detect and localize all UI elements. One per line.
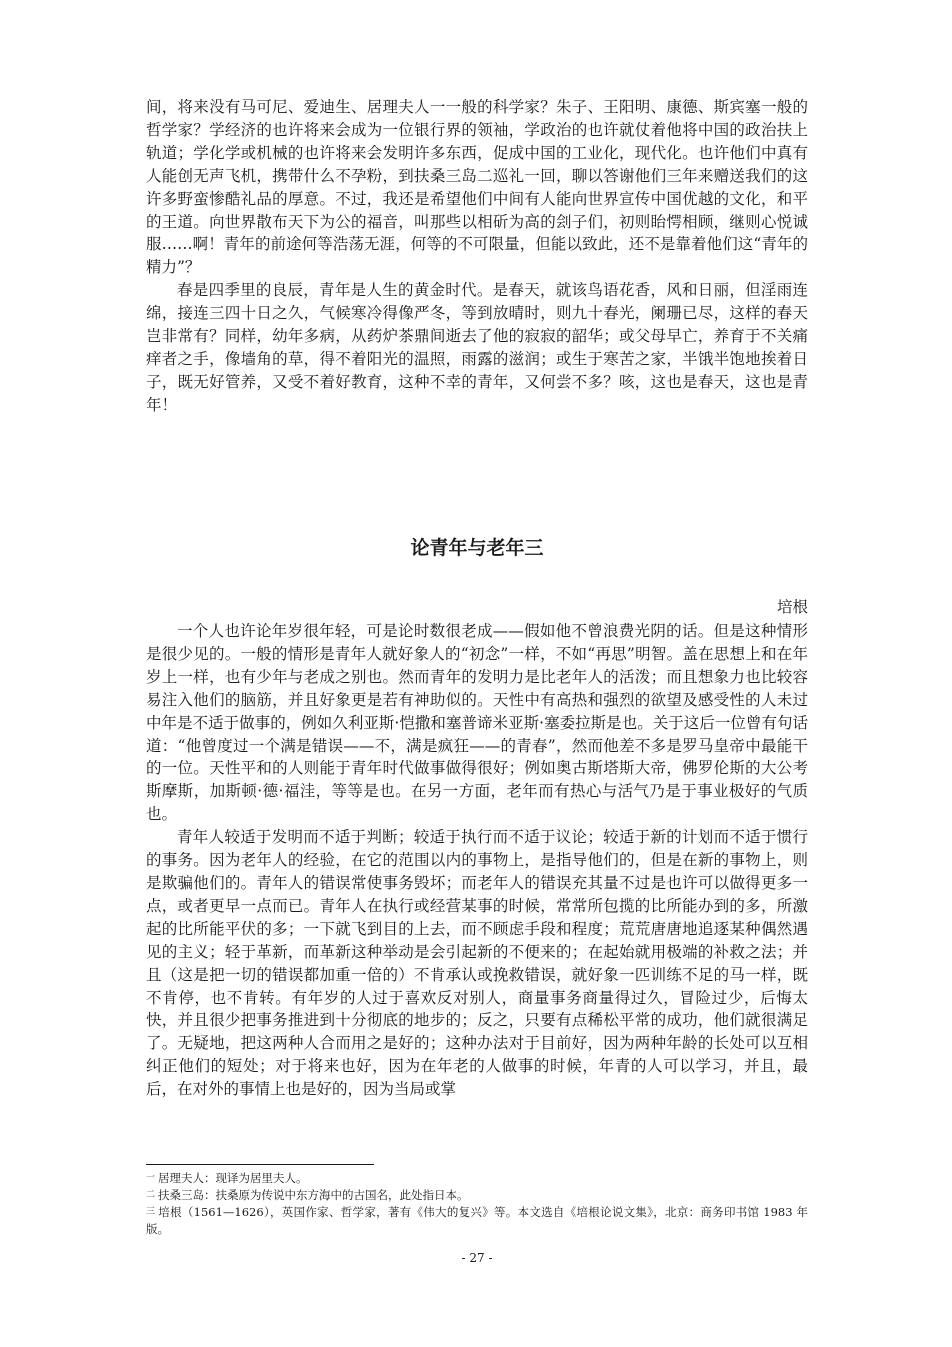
footnote-mark: 二 <box>146 1190 156 1200</box>
footnote-item <box>146 1204 808 1238</box>
article-title: 论青年与老年三 <box>410 537 544 559</box>
footnote-divider <box>146 1164 374 1165</box>
article-author: 培根 <box>776 598 808 616</box>
footnote-text: 扶桑三岛：扶桑原为传说中东方海中的古国名，此处指日本。 <box>158 1188 469 1202</box>
footnote-text: 居理夫人：现译为居里夫人。 <box>158 1171 308 1185</box>
article-body <box>146 620 808 1101</box>
footnote-mark: 三 <box>146 1207 156 1217</box>
footnotes <box>146 1170 808 1238</box>
body-paragraph: 春是四季里的良辰，青年是人生的黄金时代。是春天，就该鸟语花香，风和日丽，但淫雨连绵，接连三四十日之久，气候寒冷得像严冬，等到放晴时，则九十春光，阑珊已尽，这样的春天岂非常有？同样，幼年多病，从药炉茶鼎间逝去了他的寂寂的韶华；或父母早亡，养育于不关痛痒者之手，像墙角的草，得不着阳光的温照，雨露的滋润；或生于寒苦之家，半饿半饱地挨着日子，既无好管养，又受不着好教育，这种不幸的青年，又何尝不多？咳，这也是春天，这也是青年！ <box>146 281 808 414</box>
footnote-item <box>146 1170 808 1187</box>
body-paragraph: 青年人较适于发明而不适于判断；较适于执行而不适于议论；较适于新的计划而不适于惯行的事务。因为老年人的经验，在它的范围以内的事物上，是指导他们的，但是在新的事物上，则是欺骗他们的。青年人的错误常使事务毁坏；而老年人的错误充其量不过是也许可以做得更多一点，或者更早一点而已。青年人在执行或经营某事的时候，常常所包揽的比所能办到的多，所激起的比所能平伏的多；一下就飞到目的上去，而不顾虑手段和程度；荒荒唐唐地追逐某种偶然遇见的主义；轻于革新，而革新这种举动是会引起新的不便来的；在起始就用极端的补救之法；并且（这是把一切的错误都加重一倍的）不肯承认或挽救错误，就好象一匹训练不足的马一样，既不肯停，也不肯转。有年岁的人过于喜欢反对别人，商量事务商量得过久，冒险过少，后悔太快，并且很少把事务推进到十分彻底的地步的；反之，只要有点稀松平常的成功，他们就很满足了。无疑地，把这两种人合而用之是好的；这种办法对于目前好，因为两种年龄的长处可以互相纠正他们的短处；对于将来也好，因为在年老的人做事的时候，年青的人可以学习，并且，最后，在对外的事情上也是好的，因为当局或掌 <box>146 828 808 1099</box>
footnote-item <box>146 1187 808 1204</box>
body-paragraph: 一个人也许论年岁很年轻，可是论时数很老成——假如他不曾浪费光阴的话。但是这种情形是很少见的。一般的情形是青年人就好象人的“初念”一样，不如“再思”明智。盖在思想上和在年岁上一样，也有少年与老成之别也。然而青年的发明力是比老年人的活泼；而且想象力也比较容易注入他们的脑筋，并且好象更是若有神助似的。天性中有高热和强烈的欲望及感受性的人未过中年是不适于做事的，例如久利亚斯·恺撒和塞普谛米亚斯·塞委拉斯是也。关于这后一位曾有句话道：“他曾度过一个满是错误——不，满是疯狂——的青春”，然而他差不多是罗马皇帝中最能干的一位。天性平和的人则能于青年时代做事做得很好；例如奥古斯塔斯大帝，佛罗伦斯的大公考斯摩斯，加斯顿·德·福洼，等等是也。在另一方面，老年而有热心与活气乃是于事业极好的气质也。 <box>146 622 808 824</box>
footnote-mark: 一 <box>146 1173 156 1183</box>
body-paragraph: 间，将来没有马可尼、爱迪生、居理夫人一一般的科学家？朱子、王阳明、康德、斯宾塞一般的哲学家？学经济的也许将来会成为一位银行界的领袖，学政治的也许就仗着他将中国的政治扶上轨道；学化学或机械的也许将来会发明许多东西，促成中国的工业化，现代化。也许他们中真有人能创无声飞机，携带什么不孕粉，到扶桑三岛二巡礼一回，聊以答谢他们三年来赠送我们的这许多野蛮惨酷礼品的厚意。不过，我还是希望他们中间有人能向世界宣传中国优越的文化，和平的王道。向世界散布天下为公的福音，叫那些以相斫为高的刽子们，初则眙愕相顾，继则心悦诚服……啊！青年的前途何等浩荡无涯，何等的不可限量，但能以致此，还不是靠着他们这“青年的精力”？ <box>146 98 808 277</box>
footnote-text: 培根（1561—1626），英国作家、哲学家，著有《伟大的复兴》等。本文选自《培根论说文集》，北京：商务印书馆 1983 年版。 <box>146 1205 808 1236</box>
page-number: - 27 - <box>461 1251 493 1265</box>
previous-section-body <box>146 96 808 417</box>
